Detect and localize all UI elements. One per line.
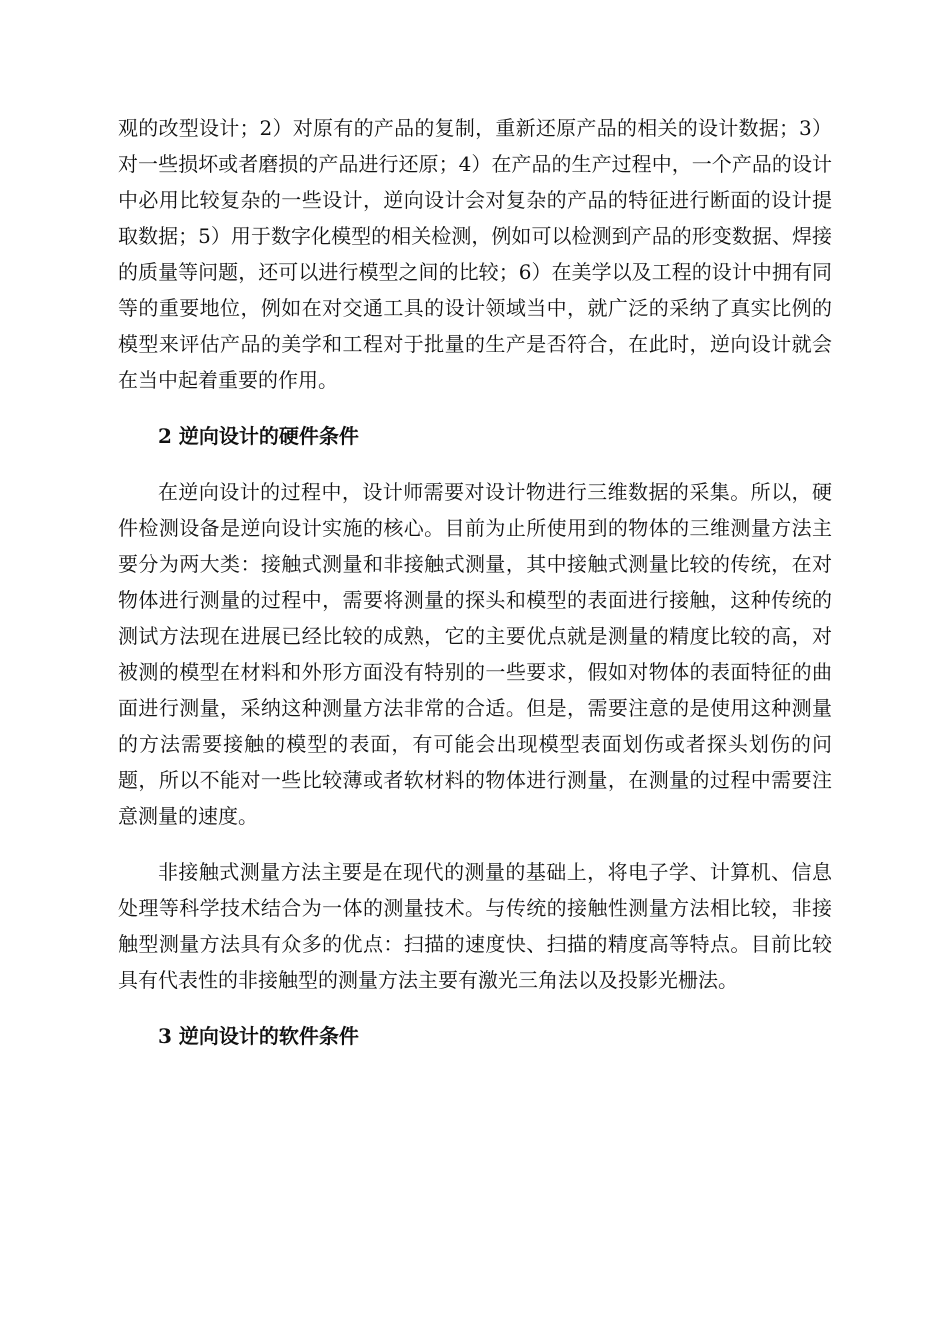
section-heading-hardware: 2 逆向设计的硬件条件	[158, 424, 359, 448]
document-body	[118, 110, 832, 1074]
section-heading-software: 3 逆向设计的软件条件	[158, 1024, 359, 1048]
paragraph-reverse-design-applications: 观的改型设计；2）对原有的产品的复制，重新还原产品的相关的设计数据；3）对一些损坏或者磨损的产品进行还原；4）在产品的生产过程中，一个产品的设计中必用比较复杂的一些设计，逆向设计会对复杂的产品的特征进行断面的设计提取数据；5）用于数字化模型的相关检测，例如可以检测到产品的形变数据、焊接的质量等问题，还可以进行模型之间的比较；6）在美学以及工程的设计中拥有同等的重要地位，例如在对交通工具的设计领域当中，就广泛的采纳了真实比例的模型来评估产品的美学和工程对于批量的生产是否符合，在此时，逆向设计就会在当中起着重要的作用。	[118, 116, 832, 392]
paragraph-contact-measurement: 在逆向设计的过程中，设计师需要对设计物进行三维数据的采集。所以，硬件检测设备是逆向设计实施的核心。目前为止所使用到的物体的三维测量方法主要分为两大类：接触式测量和非接触式测量，其中接触式测量比较的传统，在对物体进行测量的过程中，需要将测量的探头和模型的表面进行接触，这种传统的测试方法现在进展已经比较的成熟，它的主要优点就是测量的精度比较的高，对被测的模型在材料和外形方面没有特别的一些要求，假如对物体的表面特征的曲面进行测量，采纳这种测量方法非常的合适。但是，需要注意的是使用这种测量的方法需要接触的模型的表面，有可能会出现模型表面划伤或者探头划伤的问题，所以不能对一些比较薄或者软材料的物体进行测量，在测量的过程中需要注意测量的速度。	[118, 480, 832, 828]
paragraph-non-contact-measurement: 非接触式测量方法主要是在现代的测量的基础上，将电子学、计算机、信息处理等科学技术结合为一体的测量技术。与传统的接触性测量方法相比较，非接触型测量方法具有众多的优点：扫描的速度快、扫描的精度高等特点。目前比较具有代表性的非接触型的测量方法主要有激光三角法以及投影光栅法。	[118, 860, 832, 992]
